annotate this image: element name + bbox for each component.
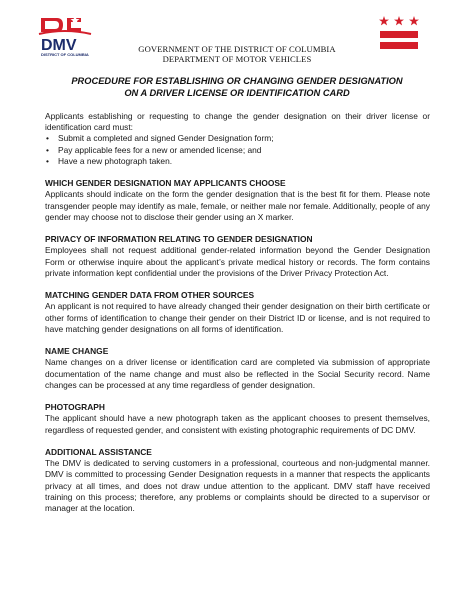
svg-text:DMV: DMV [41, 37, 77, 54]
section-body-gender-choice: Applicants should indicate on the form the gender designation that is the best fit for them. Please note transgender people may identify as male, female, or neither male nor female. Additionally, people of any gender may choose not to disclose their gender using an X marker. [45, 189, 430, 222]
list-item: • Submit a completed and signed Gender Designation form; [45, 133, 430, 144]
section-heading-photograph: PHOTOGRAPH [45, 402, 105, 413]
section-body-name-change: Name changes on a driver license or identification card are completed via submission of appropriate documentation of the name change and must also be reflected in the Social Security record. Name changes can be processed at any time regardless of gender designation. [45, 357, 430, 390]
department-name: DEPARTMENT OF MOTOR VEHICLES [162, 54, 312, 64]
section-heading-gender-choice: WHICH GENDER DESIGNATION MAY APPLICANTS CHOOSE [45, 178, 286, 189]
document-title-line1: PROCEDURE FOR ESTABLISHING OR CHANGING GENDER DESIGNATION [71, 76, 403, 86]
intro-paragraph: Applicants establishing or requesting to change the gender designation on their driver license or identification card must: [45, 111, 430, 133]
government-name: GOVERNMENT OF THE DISTRICT OF COLUMBIA [138, 44, 336, 54]
document-body [45, 111, 430, 514]
section-body-matching-data: An applicant is not required to have already changed their gender designation on their birth certificate or other forms of identification to change their gender on their District ID or license, and is not required to have matching gender designations on all forms of identification. [45, 301, 430, 334]
section-heading-assistance: ADDITIONAL ASSISTANCE [45, 447, 152, 457]
section-body-assistance: The DMV is dedicated to serving customers in a professional, courteous and non-judgmental manner. DMV is committed to processing Gender Designation requests in a manner that respects the applicants privacy at all times, and does not draw undue attention to the applicant. DMV staff have received training on this process; therefore, any problems or complaints should be directed to a supervisor or manager at the location. [45, 458, 430, 514]
section-body-privacy: Employees shall not request additional gender-related information beyond the Gender Designation Form or otherwise inquire about the applicant’s private medical history or records. The form contains private information kept confidential under the provisions of the Driver Privacy Protection Act. [45, 245, 430, 278]
svg-text:DISTRICT OF COLUMBIA: DISTRICT OF COLUMBIA [41, 52, 89, 57]
document-title-line2: ON A DRIVER LICENSE OR IDENTIFICATION CARD [124, 88, 350, 98]
section-body-photograph: The applicant should have a new photograph taken as the applicant chooses to present themselves, regardless of requested gender, and consistent with existing photographic requirements of DC DMV. [45, 413, 430, 435]
section-heading-privacy: PRIVACY OF INFORMATION RELATING TO GENDER DESIGNATION [45, 234, 313, 245]
section-heading-matching-data: MATCHING GENDER DATA FROM OTHER SOURCES [45, 290, 255, 301]
list-item: • Pay applicable fees for a new or amended license; and [45, 145, 430, 156]
list-item: • Have a new photograph taken. [45, 156, 430, 167]
requirements-list [45, 133, 430, 167]
section-heading-name-change: NAME CHANGE [45, 346, 109, 357]
